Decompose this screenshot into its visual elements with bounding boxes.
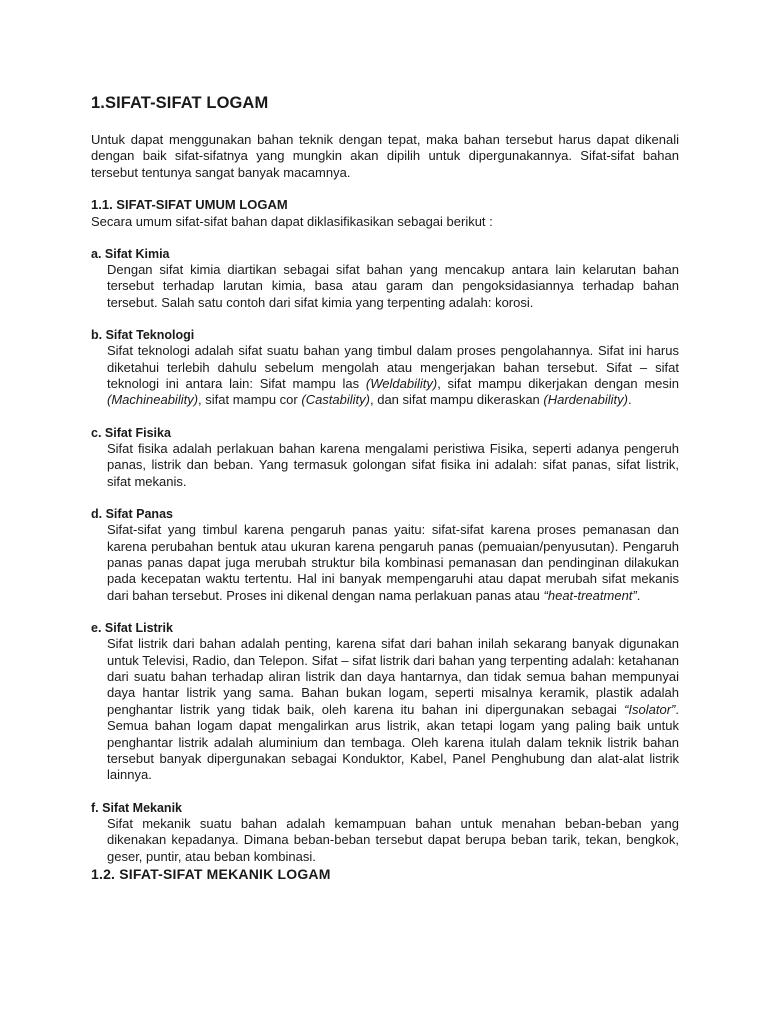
item-d-term-heat-treatment: “heat-treatment” <box>543 587 637 603</box>
item-e-body <box>107 636 679 784</box>
item-f-body: Sifat mekanik suatu bahan adalah kemampuan bahan untuk menahan beban-beban yang dikenakan kepadanya. Dimana beban-beban tersebut dapat berupa beban tarik, tekan, bengkok, geser, puntir, atau beban kombinasi. <box>107 815 679 864</box>
document-page <box>91 92 679 883</box>
item-b-title: b. Sifat Teknologi <box>91 328 195 343</box>
item-b-term-castability: (Castability) <box>301 392 370 408</box>
item-b-term-weldability: (Weldability) <box>365 376 438 392</box>
item-e-term-isolator: “Isolator” <box>624 701 676 717</box>
section-1-1-title: 1.1. SIFAT-SIFAT UMUM LOGAM <box>91 197 288 213</box>
item-a-body: Dengan sifat kimia diartikan sebagai sifat bahan yang mencakup antara lain kelarutan bahan tersebut terhadap larutan kimia, basa atau garam dan pengoksidasiannya terhadap bahan tersebut. Salah satu contoh dari sifat kimia yang terpenting adalah: korosi. <box>107 262 679 310</box>
item-b-term-hardenability: (Hardenability) <box>543 392 628 408</box>
item-d-text-2: . <box>636 587 641 603</box>
item-b-body <box>107 343 679 409</box>
intro-paragraph: Untuk dapat menggunakan bahan teknik dengan tepat, maka bahan tersebut harus dapat dikenali dengan baik sifat-sifatnya yang mungkin akan dipilih untuk dipergunakannya. Sifat-sifat bahan tersebut tentunya sangat banyak macamnya. <box>91 132 679 180</box>
item-b-term-machineability: (Machineability) <box>107 392 199 408</box>
item-e-title: e. Sifat Listrik <box>91 621 173 636</box>
item-a-title: a. Sifat Kimia <box>91 247 170 262</box>
item-b-text-4: , dan sifat mampu dikeraskan <box>369 392 544 408</box>
item-c-title: c. Sifat Fisika <box>91 425 171 440</box>
page-title: 1.SIFAT-SIFAT LOGAM <box>91 94 269 112</box>
item-d-body <box>107 522 679 604</box>
item-e-text-1: Sifat listrik dari bahan adalah penting, karena sifat dari bahan inilah sekarang banyak digunakan untuk Televisi, Radio, dan Telepon. Sifat – sifat listrik dari bahan yang terpenting adalah: ketahanan dari suatu bahan terhadap aliran listrik dan daya hantarnya, dan tidak semua bahan mempunyai daya hantar listrik yang sama. Bahan bukan logam, seperti misalnya keramik, plastik adalah penghantar listrik yang tidak baik, oleh karena itu bahan ini dipergunakan sebagai <box>107 636 679 717</box>
item-e-text-2: . Semua bahan logam dapat mengalirkan arus listrik, akan tetapi logam yang paling baik untuk penghantar listrik adalah aluminium dan tembaga. Oleh karena itulah dalam teknik listrik bahan tersebut banyak dipergunakan sebagai Konduktor, Kabel, Panel Penghubung dan alat-alat listrik lainnya. <box>107 701 679 783</box>
item-b-text-2: , sifat mampu dikerjakan dengan mesin <box>437 376 679 392</box>
section-1-1-intro: Secara umum sifat-sifat bahan dapat diklasifikasikan sebagai berikut : <box>91 213 493 229</box>
item-b-text-3: , sifat mampu cor <box>198 392 302 408</box>
item-b-text-1: Sifat teknologi adalah sifat suatu bahan yang timbul dalam proses pengolahannya. Sifat ini harus diketahui terlebih dahulu sebelum mengolah atau mengerjakan bahan tersebut. Sifat – sifat teknologi ini antara lain: Sifat mampu las <box>107 343 679 392</box>
item-d-title: d. Sifat Panas <box>91 507 173 522</box>
item-c-body: Sifat fisika adalah perlakuan bahan karena mengalami peristiwa Fisika, seperti adanya pengeruh panas, listrik dan beban. Yang termasuk golongan sifat fisika ini adalah: sifat panas, sifat listrik, sifat mekanis. <box>107 440 679 489</box>
item-f-title: f. Sifat Mekanik <box>91 800 182 815</box>
item-b-text-5: . <box>627 392 632 408</box>
section-1-2-title: 1.2. SIFAT-SIFAT MEKANIK LOGAM <box>91 866 331 882</box>
item-d-text-1: Sifat-sifat yang timbul karena pengaruh panas yaitu: sifat-sifat karena proses pemanasan dan karena perubahan bentuk atau ukuran karena pengaruh panas (pemuaian/penyusutan). Pengaruh panas panas dapat juga merubah struktur bila kombinasi pemanasan dan pendinginan dilakukan pada kecepatan waktu tertentu. Hal ini banyak mempengaruhi atau dapat merubah sifat mekanis dari bahan tersebut. Proses ini dikenal dengan nama perlakuan panas atau <box>107 522 679 603</box>
